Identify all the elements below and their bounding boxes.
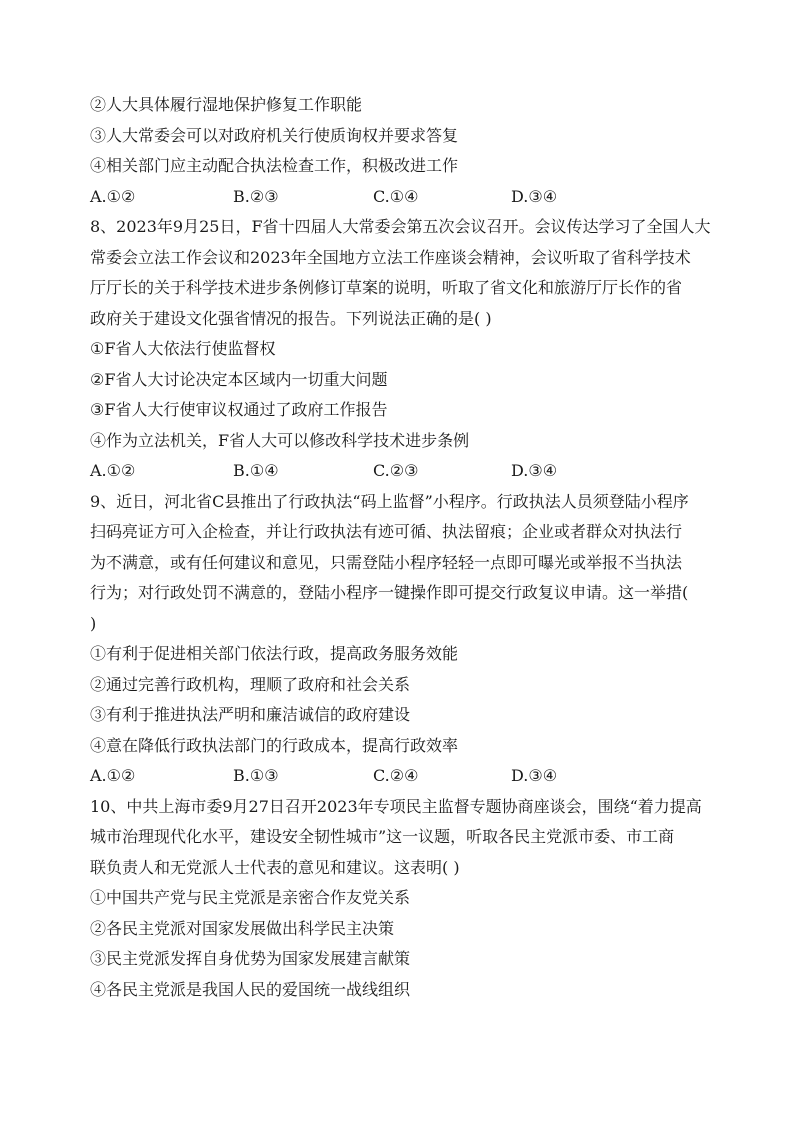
choice-d: D.③④ (511, 766, 558, 785)
option-line: ④作为立法机关，F省人大可以修改科学技术进步条例 (90, 430, 470, 450)
option-line: ③人大常委会可以对政府机关行使质询权并要求答复 (90, 125, 459, 145)
option-line: ③民主党派发挥自身优势为国家发展建言献策 (90, 949, 411, 968)
choice-c: C.①④ (373, 186, 419, 206)
choice-a: A.①② (90, 461, 136, 480)
question-stem-line: 联负责人和无党派人士代表的意见和建议。这表明( ) (90, 857, 460, 877)
option-line: ④相关部门应主动配合执法检查工作，积极改进工作 (90, 156, 459, 175)
option-line: ②人大具体履行湿地保护修复工作职能 (90, 95, 363, 114)
option-line: ①中国共产党与民主党派是亲密合作友党关系 (90, 888, 411, 907)
option-line: ③F省人大行使审议权通过了政府工作报告 (90, 400, 388, 419)
option-line: ④各民主党派是我国人民的爱国统一战线组织 (90, 979, 411, 999)
choice-b: B.①④ (233, 461, 279, 480)
answer-choices (90, 182, 702, 213)
answer-choices (90, 761, 702, 792)
choice-b: B.①③ (233, 766, 279, 785)
option-line: ②通过完善行政机构，理顺了政府和社会关系 (90, 674, 411, 694)
question-stem-line: ) (90, 613, 97, 633)
answer-choices (90, 456, 702, 487)
option-line: ①F省人大依法行使监督权 (90, 339, 276, 358)
choice-d: D.③④ (511, 461, 558, 480)
choice-a: A.①② (90, 766, 136, 785)
question-stem-line: 常委会立法工作会议和2023年全国地方立法工作座谈会精神，会议听取了省科学技术 (90, 247, 691, 267)
option-line: ③有利于推进执法严明和廉洁诚信的政府建设 (90, 705, 411, 724)
option-line: ④意在降低行政执法部门的行政成本，提高行政效率 (90, 735, 459, 755)
question-stem-line: 城市治理现代化水平，建设安全韧性城市”这一议题，听取各民主党派市委、市工商 (90, 827, 675, 846)
question-9 (90, 487, 702, 792)
exam-page (90, 90, 711, 1005)
question-7 (90, 90, 702, 212)
choice-b: B.②③ (233, 186, 279, 206)
question-stem-line: 扫码亮证方可入企检查，并让行政执法有迹可循、执法留痕；企业或者群众对执法行 (90, 522, 683, 541)
question-stem-line: 为不满意，或有任何建议和意见，只需登陆小程序轻轻一点即可曝光或举报不当执法 (90, 552, 683, 572)
question-stem-line: 9、近日，河北省C县推出了行政执法“码上监督”小程序。行政执法人员须登陆小程序 (90, 491, 689, 511)
choice-c: C.②③ (373, 461, 419, 480)
choice-a: A.①② (90, 186, 136, 206)
question-stem-line: 厅厅长的关于科学技术进步条例修订草案的说明，听取了省文化和旅游厅厅长作的省 (90, 278, 683, 297)
question-10 (90, 792, 702, 1006)
option-line: ①有利于促进相关部门依法行政，提高政务服务效能 (90, 644, 459, 663)
question-stem-line: 10、中共上海市委9月27日召开2023年专项民主监督专题协商座谈会，围绕“着力提高 (90, 796, 702, 816)
option-line: ②F省人大讨论决定本区域内一切重大问题 (90, 369, 388, 389)
question-stem-line: 8、2023年9月25日，F省十四届人大常委会第五次会议召开。会议传达学习了全国人大 (90, 217, 711, 236)
choice-c: C.②④ (373, 766, 419, 785)
question-8 (90, 212, 711, 487)
option-line: ②各民主党派对国家发展做出科学民主决策 (90, 918, 395, 938)
question-stem-line: 行为；对行政处罚不满意的，登陆小程序一键操作即可提交行政复议申请。这一举措( (90, 583, 689, 602)
question-stem-line: 政府关于建设文化强省情况的报告。下列说法正确的是( ) (90, 308, 492, 328)
choice-d: D.③④ (511, 186, 558, 206)
